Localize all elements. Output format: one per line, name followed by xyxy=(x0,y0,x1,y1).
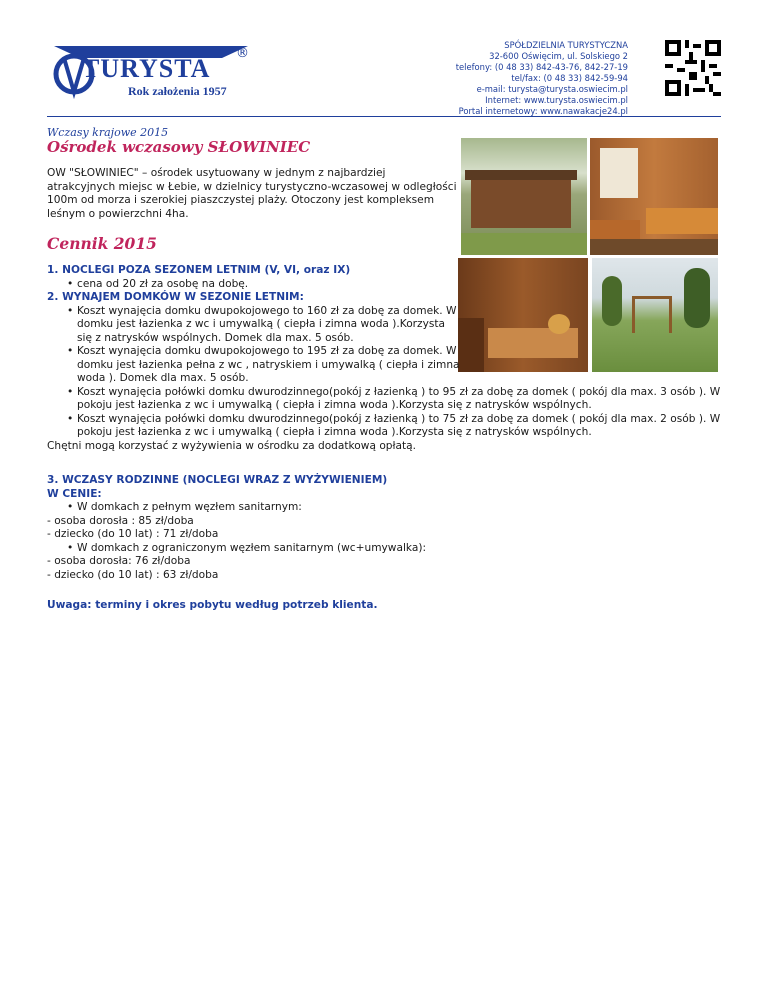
section-heading: 3. WCZASY RODZINNE (NOCLEGI WRAZ Z WYŻYWIENIEM) xyxy=(47,474,388,486)
contact-line: SPÓŁDZIELNIA TURYSTYCZNA xyxy=(504,40,628,50)
registered-mark: ® xyxy=(236,46,249,61)
contact-block xyxy=(328,40,628,117)
section-heading: 2. WYNAJEM DOMKÓW W SEZONIE LETNIM: xyxy=(47,291,304,303)
page-kicker: Wczasy krajowe 2015 xyxy=(47,126,169,139)
list-item: • W domkach z ograniczonym węzłem sanitarnym (wc+umywalka): xyxy=(61,542,737,556)
contact-line: tel/fax: (0 48 33) 842-59-94 xyxy=(511,73,628,83)
contact-portal[interactable]: Portal internetowy: www.nawakacje24.pl xyxy=(458,106,628,116)
section-subheading: W CENIE: xyxy=(47,487,102,500)
intro-paragraph: OW "SŁOWINIEC" – ośrodek usytuowany w jednym z najbardziej atrakcyjnych miejsc w Łebie, w dzielnicy turystyczno-wczasowej w odległości 100m od morza i szerokiej piaszczystej plaży. Otoczony jest kompleksem leśnym o powierzchni 4ha. xyxy=(47,167,457,220)
list-item: • W domkach z pełnym węzłem sanitarnym: xyxy=(61,501,737,515)
turysta-logo xyxy=(52,40,272,108)
page-title: Ośrodek wczasowy SŁOWINIEC xyxy=(47,138,311,156)
price-line: - dziecko (do 10 lat) : 71 zł/doba xyxy=(47,528,219,540)
header-divider xyxy=(47,116,721,117)
contact-line: telefony: (0 48 33) 842-43-76, 842-27-19 xyxy=(455,62,628,72)
price-line: - dziecko (do 10 lat) : 63 zł/doba xyxy=(47,568,219,581)
closing-note: Uwaga: terminy i okres pobytu według potrzeb klienta. xyxy=(47,599,378,611)
list-item: • Koszt wynajęcia domku dwupokojowego to 160 zł za dobę za domek. W domku jest łazienka z wc i umywalką ( ciepła i zimna woda ).Korzysta się z natrysków wspólnych. Domek dla max. 5 osób. xyxy=(61,305,462,346)
list-item: • Koszt wynajęcia połówki domku dwurodzinnego(pokój z łazienką ) to 75 zł za dobę za domek ( pokój dla max. 2 osób ). W pokoju jest łazienka z wc i umywalką ( ciepła i zimna woda ).Korzysta się z natrysków wspólnych. xyxy=(61,413,742,440)
logo-wordmark: TURYSTA xyxy=(82,54,211,83)
price-list xyxy=(47,264,737,453)
photo-cabin-exterior xyxy=(461,138,587,255)
contact-email[interactable]: e-mail: turysta@turysta.oswiecim.pl xyxy=(476,84,628,94)
price-line: - osoba dorosła: 76 zł/doba xyxy=(47,555,191,567)
note-text: Chętni mogą korzystać z wyżywienia w ośrodku za dodatkową opłatą. xyxy=(47,439,417,452)
family-offer xyxy=(47,474,737,582)
logo-since: Rok założenia 1957 xyxy=(128,84,227,98)
photo-room-interior xyxy=(590,138,718,255)
price-heading: Cennik 2015 xyxy=(47,234,157,253)
qr-code-icon xyxy=(665,40,721,96)
contact-website[interactable]: Internet: www.turysta.oswiecim.pl xyxy=(485,95,628,105)
list-item: • Koszt wynajęcia połówki domku dwurodzinnego(pokój z łazienką ) to 95 zł za dobę za domek ( pokój dla max. 3 osób ). W pokoju jest łazienka z wc i umywalką ( ciepła i zimna woda ).Korzysta się z natrysków wspólnych. xyxy=(61,386,742,413)
list-item: • Koszt wynajęcia domku dwupokojowego to 195 zł za dobę za domek. W domku jest łazienka pełna z wc , natryskiem i umywalką ( ciepła i zimna woda ). Domek dla max. 5 osób. xyxy=(61,345,462,386)
list-item: • cena od 20 zł za osobę na dobę. xyxy=(61,278,737,292)
section-heading: 1. NOCLEGI POZA SEZONEM LETNIM (V, VI, oraz IX) xyxy=(47,264,351,276)
price-line: - osoba dorosła : 85 zł/doba xyxy=(47,514,194,527)
contact-line: 32-600 Oświęcim, ul. Solskiego 2 xyxy=(489,51,628,61)
